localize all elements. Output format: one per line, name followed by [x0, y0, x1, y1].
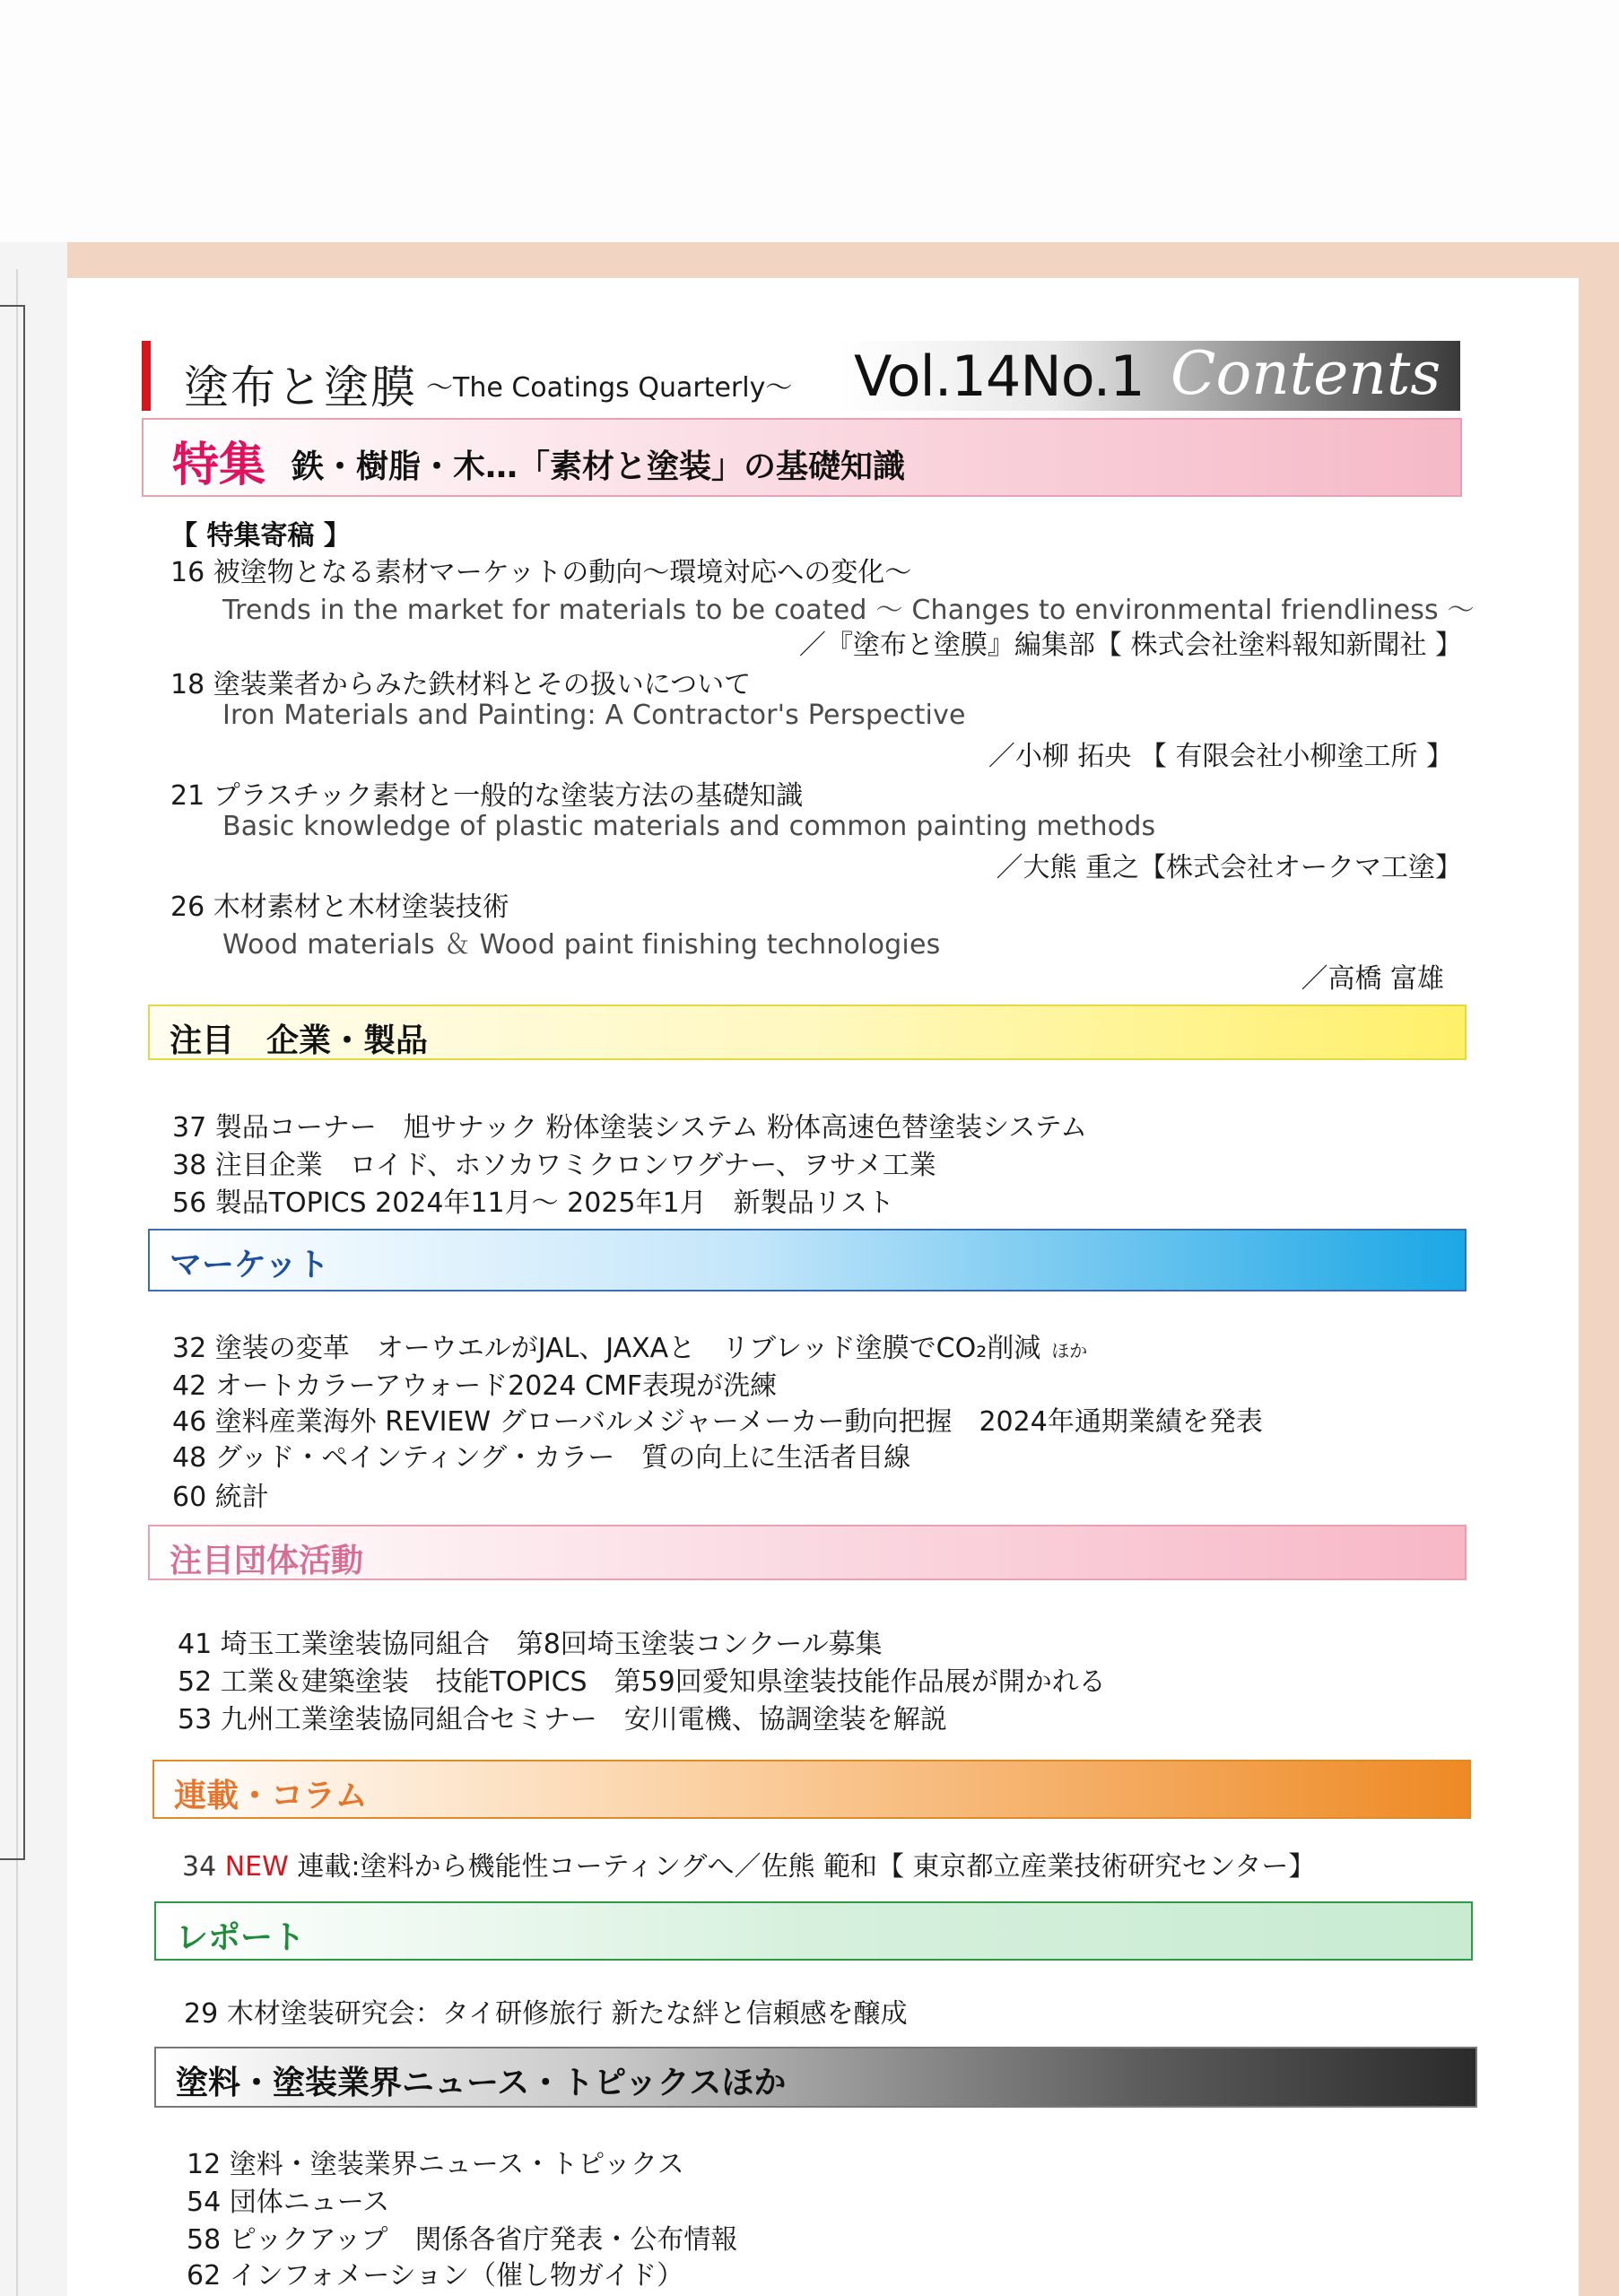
section-label: 塗料・塗装業界ニュース・トピックスほか	[176, 2065, 787, 2101]
list-item[interactable]: 46 塗料産業海外 REVIEW グローバルメジャーメーカー動向把握 2024年通期業績を発表	[172, 1406, 1263, 1438]
feature-title: 鉄・樹脂・木…「素材と塗装」の基礎知識	[292, 448, 906, 485]
list-item-suffix: ほか	[1051, 1340, 1088, 1361]
section-banner-notable	[148, 1004, 1467, 1060]
article-english-title: Iron Materials and Painting: A Contractor's Perspective	[222, 700, 966, 731]
feature-label: 特集	[172, 439, 266, 492]
list-item[interactable]: 38 注目企業 ロイド、ホソカワミクロンワグナー、ヲサメ工業	[172, 1150, 936, 1181]
list-item[interactable]: 53 九州工業塗装協同組合セミナー 安川電機、協調塗装を解説	[178, 1704, 947, 1735]
section-banner-market	[148, 1229, 1467, 1292]
header-accent-bar	[142, 341, 151, 411]
list-item[interactable]: 12 塗料・塗装業界ニュース・トピックス	[187, 2149, 684, 2180]
list-item[interactable]: 56 製品TOPICS 2024年11月～ 2025年1月 新製品リスト	[172, 1187, 895, 1219]
article-author: ／『塗布と塗膜』編集部【 株式会社塗料報知新聞社 】	[798, 630, 1462, 661]
section-banner-column	[152, 1760, 1471, 1819]
adjacent-page-frame	[0, 305, 25, 1860]
magazine-title: 塗布と塗膜	[184, 361, 417, 413]
article-title[interactable]: 18 塗装業者からみた鉄材料とその扱いについて	[170, 669, 752, 700]
feature-banner	[142, 418, 1462, 497]
list-item[interactable]: 54 団体ニュース	[187, 2187, 390, 2218]
article-title[interactable]: 21 プラスチック素材と一般的な塗装方法の基礎知識	[170, 780, 804, 812]
section-banner-news	[154, 2047, 1477, 2108]
cover-border-top	[67, 242, 1619, 278]
list-item[interactable]: 58 ピックアップ 関係各省庁発表・公布情報	[187, 2224, 738, 2256]
section-label: 注目団体活動	[170, 1543, 364, 1579]
page-number: 34	[182, 1851, 217, 1883]
article-title[interactable]: 16 被塗物となる素材マーケットの動向～環境対応への変化～	[170, 557, 912, 588]
magazine-subtitle: ～The Coatings Quarterly～	[426, 372, 793, 404]
section-label: レポート	[176, 1919, 306, 1956]
volume-number: Vol.14No.1	[854, 344, 1145, 409]
article-english-title: Basic knowledge of plastic materials and common painting methods	[222, 811, 1156, 842]
article-english-title: Trends in the market for materials to be coated ～ Changes to environmental friendliness ～	[222, 595, 1475, 626]
list-item-text: 連載:塗料から機能性コーティングへ／佐熊 範和【 東京都立産業技術研究センター】	[297, 1851, 1316, 1883]
article-english-title: Wood materials ＆ Wood paint finishing technologies	[222, 929, 941, 961]
article-author: ／小柳 拓央 【 有限会社小柳塗工所 】	[988, 741, 1453, 772]
section-label: マーケット	[170, 1247, 330, 1283]
list-item[interactable]: 52 工業＆建築塗装 技能TOPICS 第59回愛知県塗装技能作品展が開かれる	[178, 1666, 1106, 1698]
article-author: ／大熊 重之【株式会社オークマ工塗】	[996, 852, 1462, 883]
section-banner-report	[154, 1901, 1473, 1961]
list-item[interactable]: 48 グッド・ペインティング・カラー 質の向上に生活者目線	[172, 1442, 911, 1474]
feature-subsection: 【 特集寄稿 】	[170, 520, 351, 552]
list-item[interactable]	[182, 1844, 1315, 1883]
section-label: 連載・コラム	[174, 1778, 368, 1814]
list-item-text: 32 塗装の変革 オーウエルがJAL、JAXAと リブレッド塗膜でCO₂削減	[172, 1333, 1041, 1364]
cover-border-right	[1579, 242, 1619, 2296]
list-item[interactable]	[172, 1326, 1087, 1365]
scan-background	[0, 0, 1619, 242]
article-title[interactable]: 26 木材素材と木材塗装技術	[170, 891, 509, 923]
list-item[interactable]: 41 埼玉工業塗装協同組合 第8回埼玉塗装コンクール募集	[178, 1629, 883, 1660]
list-item[interactable]: 42 オートカラーアウォード2024 CMF表現が洗練	[172, 1370, 778, 1402]
list-item[interactable]: 37 製品コーナー 旭サナック 粉体塗装システム 粉体高速色替塗装システム	[172, 1112, 1088, 1144]
list-item[interactable]: 29 木材塗装研究会：タイ研修旅行 新たな絆と信頼感を醸成	[184, 1998, 908, 2030]
section-banner-groups	[148, 1525, 1467, 1580]
list-item[interactable]: 62 インフォメーション（催し物ガイド）	[187, 2260, 684, 2292]
article-author: ／高橋 富雄	[1301, 963, 1444, 995]
list-item[interactable]: 60 統計	[172, 1482, 269, 1513]
contents-heading: Contents	[1171, 339, 1441, 408]
section-label: 注目 企業・製品	[170, 1022, 429, 1059]
new-badge: NEW	[224, 1851, 289, 1883]
